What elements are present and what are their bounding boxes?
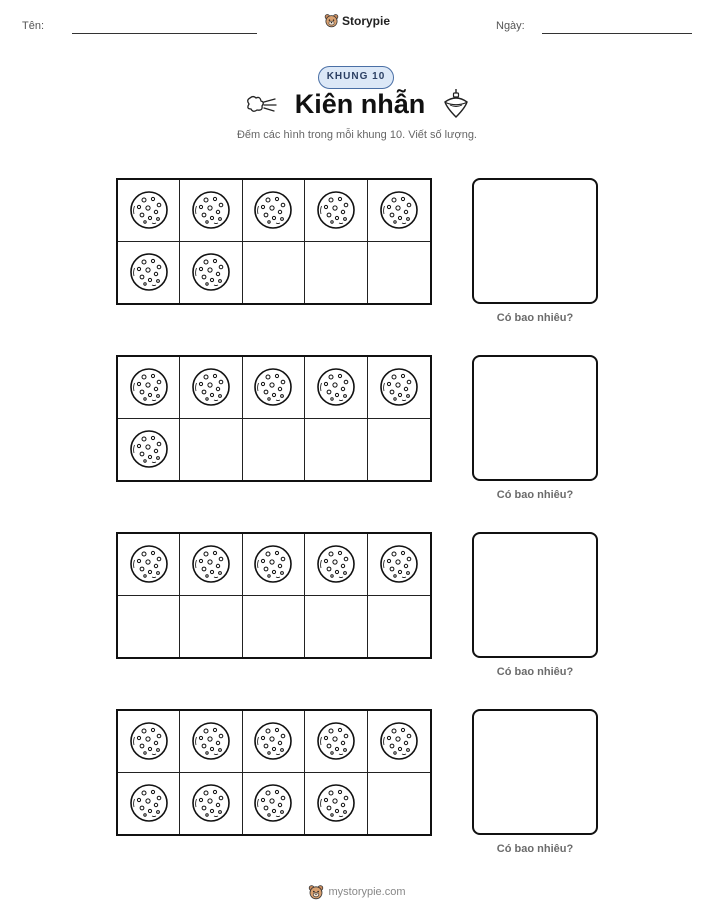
frame-cell [305,711,367,773]
frame-cell [118,596,180,658]
frame-cell [180,596,242,658]
cookie-icon [191,190,231,230]
answer-box[interactable] [472,709,598,835]
frame-cell [368,711,430,773]
frame-cell [243,180,305,242]
answer-label: Có bao nhiêu? [496,489,574,501]
cookie-icon [191,367,231,407]
frame-cell [118,419,180,481]
instructions: Đếm các hình trong mỗi khung 10. Viết số lượng. [236,129,477,141]
frame-cell [118,534,180,596]
frame-cell [368,180,430,242]
ten-frame [116,709,432,836]
frame-cell [180,419,242,481]
bear-mascot-icon [308,884,324,900]
brand-name: Storypie [341,13,390,28]
cookie-icon [379,190,419,230]
frame-cell [180,534,242,596]
cookie-icon [191,783,231,823]
frame-cell [368,242,430,304]
cookie-icon [253,190,293,230]
frame-cell [180,180,242,242]
footer [0,884,714,900]
cookie-icon [253,544,293,584]
brand-logo [0,13,714,28]
frame-cell [118,711,180,773]
frame-cell [243,357,305,419]
cookie-icon [316,190,356,230]
frame-cell [368,596,430,658]
frame-cell [118,180,180,242]
cookie-icon [129,544,169,584]
cookie-icon [379,544,419,584]
frame-cell [243,773,305,835]
frame-cell [118,357,180,419]
ten-frame [116,355,432,482]
frame-cell [305,180,367,242]
category-badge: KHUNG 10 [318,66,394,89]
frame-cell [180,242,242,304]
frame-cell [368,534,430,596]
frame-cell [368,773,430,835]
answer-label: Có bao nhiêu? [496,312,574,324]
frame-cell [243,711,305,773]
title-row [0,88,714,120]
cookie-icon [379,721,419,761]
answer-box[interactable] [472,178,598,304]
cookie-icon [316,721,356,761]
frame-cell [180,357,242,419]
cookie-icon [253,367,293,407]
frame-cell [368,357,430,419]
frame-cell [118,773,180,835]
cookie-icon [129,429,169,469]
frame-cell [118,242,180,304]
date-label: Ngày: [496,20,525,32]
bear-mascot-icon [324,13,339,28]
spinning-top-icon [443,88,469,120]
date-field[interactable] [542,33,692,34]
answer-label: Có bao nhiêu? [496,666,574,678]
ten-frame [116,532,432,659]
ten-frame [116,178,432,305]
page-title: Kiên nhẫn [294,88,426,119]
frame-cell [368,419,430,481]
cookie-icon [191,544,231,584]
cookie-icon [129,252,169,292]
frame-cell [305,419,367,481]
frame-cell [243,242,305,304]
frame-cell [305,596,367,658]
cookie-icon [129,721,169,761]
frame-cell [305,357,367,419]
frame-cell [305,773,367,835]
name-field[interactable] [72,33,257,34]
cookie-icon [316,367,356,407]
cookie-icon [191,721,231,761]
frame-cell [243,596,305,658]
cookie-icon [191,252,231,292]
cookie-icon [316,544,356,584]
frame-cell [180,773,242,835]
footer-url: mystorypie.com [328,886,406,898]
answer-box[interactable] [472,355,598,481]
name-label: Tên: [22,20,45,32]
frame-cell [180,711,242,773]
cookie-icon [379,367,419,407]
frame-cell [305,242,367,304]
frame-cell [243,419,305,481]
cookie-icon [253,783,293,823]
cookie-icon [253,721,293,761]
wind-puff-icon [245,93,277,115]
frame-cell [305,534,367,596]
cookie-icon [129,783,169,823]
cookie-icon [129,367,169,407]
answer-label: Có bao nhiêu? [496,843,574,855]
answer-box[interactable] [472,532,598,658]
frame-cell [243,534,305,596]
cookie-icon [316,783,356,823]
cookie-icon [129,190,169,230]
